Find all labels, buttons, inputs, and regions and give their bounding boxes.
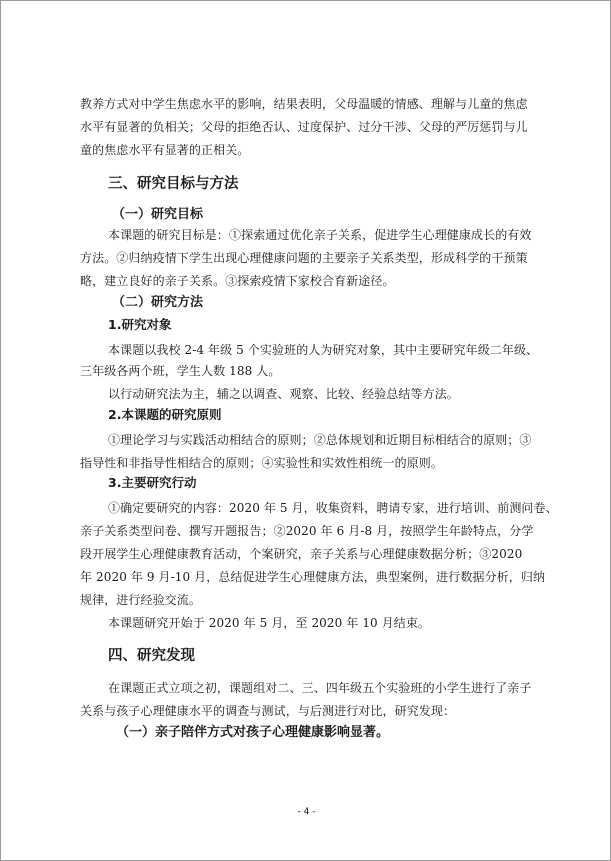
timeline-line: 本课题研究开始于 2020 年 5 月，至 2020 年 10 月结束。 xyxy=(108,616,431,630)
intro-line-1: 教养方式对中学生焦虑水平的影响，结果表明，父母温暖的情感、理解与儿童的焦虑 xyxy=(80,97,528,111)
section-4-title: 四、研究发现 xyxy=(108,648,195,664)
finding-1-heading: （一）亲子陪伴方式对孩子心理健康影响显著。 xyxy=(116,725,390,740)
main-actions-heading: 3.主要研究行动 xyxy=(108,475,197,490)
goals-line-3: 略，建立良好的亲子关系。③探索疫情下家校合育新途径。 xyxy=(80,274,395,288)
section-3-title: 三、研究目标与方法 xyxy=(108,176,239,192)
page-number: - 4 - xyxy=(297,807,316,817)
actions-line-1: ①确定要研究的内容：2020 年 5 月，收集资料，聘请专家，进行培训、前测问卷、 xyxy=(108,501,558,515)
goals-line-1: 本课题的研究目标是：①探索通过优化亲子关系，促进学生心理健康成长的有效 xyxy=(108,228,532,242)
goals-line-2: 方法。②归纳疫情下学生出现心理健康问题的主要亲子关系类型，形成科学的干预策 xyxy=(80,251,528,265)
subjects-line-2: 三年级各两个班，学生人数 188 人。 xyxy=(80,364,281,378)
findings-intro-line-2: 关系与孩子心理健康水平的调查与测试，与后测进行对比，研究发现： xyxy=(80,704,456,718)
principles-heading: 2.本课题的研究原则 xyxy=(108,407,222,422)
intro-line-2: 水平有显著的负相关；父母的拒绝否认、过度保护、过分干涉、父母的严厉惩罚与儿 xyxy=(80,120,528,134)
research-methods-heading: （二）研究方法 xyxy=(112,295,204,310)
research-subjects-heading: 1.研究对象 xyxy=(108,317,172,332)
method-line: 以行动研究法为主，辅之以调查、观察、比较、经验总结等方法。 xyxy=(108,387,459,401)
actions-line-4: 年 2020 年 9 月-10 月，总结促进学生心理健康方法，典型案例，进行数据分析，归纳 xyxy=(80,570,546,584)
intro-line-3: 童的焦虑水平有显著的正相关。 xyxy=(80,143,250,157)
research-goals-heading: （一）研究目标 xyxy=(112,207,204,222)
principles-line-1: ①理论学习与实践活动相结合的原则；②总体规划和近期目标相结合的原则；③ xyxy=(108,433,532,447)
actions-line-5: 规律，进行经验交流。 xyxy=(80,593,202,607)
actions-line-3: 段开展学生心理健康教育活动，个案研究，亲子关系与心理健康数据分析；③2020 xyxy=(80,547,523,561)
actions-line-2: 亲子关系类型问卷、撰写开题报告；②2020 年 6 月-8 月，按照学生年龄特点，分学 xyxy=(80,524,534,538)
findings-intro-line-1: 在课题正式立项之初，课题组对二、三、四年级五个实验班的小学生进行了亲子 xyxy=(108,681,532,695)
subjects-line-1: 本课题以我校 2-4 年级 5 个实验班的人为研究对象，其中主要研究年级二年级、 xyxy=(108,343,539,357)
principles-line-2: 指导性和非指导性相结合的原则；④实验性和实效性相统一的原则。 xyxy=(80,456,444,470)
